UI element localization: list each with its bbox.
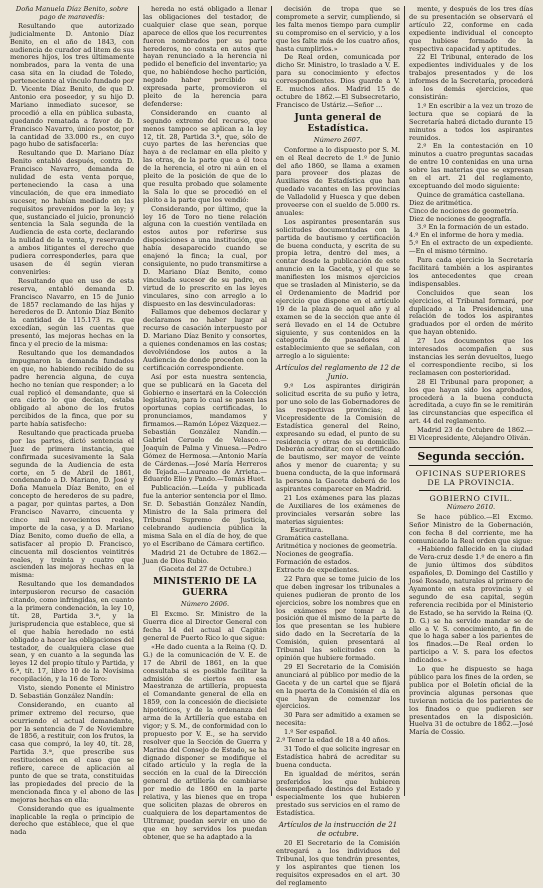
- gaceta-date: (Gaceta del 27 de Octubre.): [158, 565, 252, 574]
- paragraph: Madrid 23 de Octubre de 1862.—El Vicepresidente, Alejandro Oliván.: [409, 426, 533, 443]
- paragraph: Considerando, por último, que la ley 16 de Toro no tiene relación alguna con la cuestión ventilada en estos autos por referirse sus disposiciones a una institución, que había desaparecido cuando se enajenó la finca; la cual, por consiguiente, no pudo transmitirse a D. Mariano Díaz Benito, como vinculada sucesor de su padre, en virtud de lo prescrito en las leyes vinculares, sino con arreglo a lo dispuesto en las desvinculadoras:: [143, 204, 267, 308]
- paragraph: 1.º En escribir a la vez un trozo de lectura que se copiará de la Secretaría habrá dictado durante 15 minutos a todos los aspirantes reunidos.: [409, 101, 533, 142]
- paragraph: Madrid 21 de Octubre de 1862.—Juan de Dios Rubio.: [143, 548, 267, 565]
- paragraph: 27 Los documentos que los interesados acompañen a sus instancias les serán devueltos, luego el correspondiente recibo, si los reclamasen con posterioridad.: [409, 337, 533, 377]
- paragraph: 3.º En la formación de un estado. 4.º En el informe de hora y media. 5.º En el extracto de un expediente.—En el mismo término.: [409, 223, 533, 256]
- paragraph: 30 Para ser admitido a examen se necesita:: [276, 711, 400, 728]
- paragraph: 29 El Secretario de la Comisión anunciará al público por medio de la Gaceta y de un cartel que se fijará en la puerta de la Comisión el día en que hayan de comenzar los ejercicios.: [276, 662, 400, 711]
- paragraph: 2.º En la contestación en 10 minutos a cuatro preguntas sacadas de entre 10 contenidas en una urna sobre las materias que se expresan en el art. 21 del reglamento, exceptuando del modo siguiente:: [409, 142, 533, 190]
- paragraph: El Excmo. Sr. Ministro de la Guerra dice al Director General con fecha 14 del actual al Capitán general de Puerto Rico lo que sigue:: [143, 610, 267, 642]
- paragraph: decisión de tropa que se compromete a servir, cumpliendo, si les falta menos tiempo para cumplir su compromiso en el servicio, y a los que les falte más de los cuatro años, hasta cumplirlos.»: [276, 5, 400, 53]
- paragraph: 20 El Secretario de la Comisión entregará a los individuos del Tribunal, los que tendrán presentes, y los aspirantes que tienen los requisitos expresados en el art. 30 del reglamento: [276, 839, 400, 887]
- column-3: [272, 5, 404, 887]
- paragraph: «He dado cuenta a la Reina (Q. D. G.) de la comunicación de V. E. de 17 de Abril de 1861, en la que consultaba si es posible facilitar la admisión de ciertos en esa Maestranza de artillería, propuesta el Comandante general de ella en 1859, con la concesión de diecisiete hipotéticos, y de la ordenanza del arma de la Artillería que estaba en vigor; y S. M., de conformidad con lo propuesto por V. E., se ha servido resolver que la Sección de Guerra y Marina del Consejo de Estado, se ha dignado disponer se modifique el citado artículo y la regla de la sección en la cual de la Dirección general de artillería de cambiarse por medio de 1860 en la parte relativa, y las bienes que en tropa que soliciten plazas de obreros en cualquiera de los departamentos de Ultramar, puedan servir en uno de que en hoy servidos los puedan obtener, que se ha adaptado a la: [143, 642, 267, 841]
- section-number: Número 2606.: [180, 600, 230, 609]
- section-number: Número 2610.: [446, 502, 496, 511]
- paragraph: Para cada ejercicio la Secretaría facilitará también a los aspirantes los antecedentes que crean indispensables.: [409, 256, 533, 288]
- section-heading: Junta general de Estadística.: [294, 112, 382, 134]
- paragraph: Considerando, en cuanto al primer extremo del recurso, que ocurriendo el actual demandante, por la sentencia de 7 de Noviembre de 1856, a restituir, con los frutos, la casa que compró, la ley 40, tít. 28, Partida 3.ª, que prescribe sus restituciones en el caso que se refiere, carece de aplicación al punto de que se trata, constituidas las propiedades del precio de la mencionada finca y el abono de las mejoras hechas en ella:: [10, 700, 134, 804]
- paragraph: Considerando que es igualmente inaplicable la regla o principio de derecho que establece, que el que nada: [10, 804, 134, 837]
- paragraph: 31 Todo el que solicite ingresar en Estadística habrá de acreditar su buena conducta.: [276, 744, 400, 769]
- section-heading: OFICINAS SUPERIORES DE LA PROVINCIA.: [415, 468, 527, 487]
- paragraph: En igualdad de méritos, serán preferidos los que hubieren desempeñado destinos del Estado y especialmente los que hubieren prestado sus servicios en el ramo de Estadística.: [276, 769, 400, 818]
- paragraph: Se hace público.—El Excmo. Señor Ministro de la Gobernación, con fecha 8 del corriente, me ha comunicado la Real orden que sigue:: [409, 512, 533, 545]
- paragraph: Concluidos que sean los ejercicios, el Tribunal formará, por duplicado a la Presidencia, una relación de todos los aspirantes graduados por el orden de mérito que hayan obtenido.: [409, 288, 533, 337]
- section-banner: Segunda sección.: [409, 447, 533, 466]
- paragraph: 21 Los exámenes para las plazas de Auxiliares de los exámenes de provinciales versarán sobre las materias siguientes:: [276, 493, 400, 526]
- paragraph: Resultando que en uso de esta reserva, entabló demanda D. Francisco Navarro, en 15 de Junio de 1857 reclamando de las hijas y herederos de D. Antonio Díaz Benito la cantidad de 115.173 rs. que excedían, según las cuentas que presentó, las mejoras hechas en la finca y el precio de la misma:: [10, 276, 134, 349]
- paragraph: Visto, siendo Ponente el Ministro D. Sebastián González Nandín:: [10, 684, 134, 700]
- paragraph: Resultando que practicada prueba por las partes, dictó sentencia el Juez de primera instancia, que confirmada sucesivamente la Sala segunda de la Audiencia de esta corte, en 5 de Abril de 1861, condenando a D. Mariano, D. José y Doña Manuela Díaz Benito, en el concepto de herederos de su padre, a pagar, por quintas partes, a Don Francisco Navarro, cincuenta y cinco mil novecientos reales, importe de la casa, y a D. Mariano Díaz Benito, como dueño de ella, a satisfacer al propio D. Francisco, cincuenta mil doscientos veintitrés reales, y treinta y cuatro que ascienden las mejoras hechas en la misma:: [10, 429, 134, 580]
- column-2: [139, 5, 271, 841]
- paragraph: Considerando en cuanto al segundo extremo del recurso, que menos tampoco se aplican a la ley 12, tít. 28, Partida 3.ª, que, sólo de cuyo partes de las herencias que haya a de reclamar en ella pleito y las otras, de la parte que a él toca de la herencia, el otro ni aún en el pleito de la posición de que de lo que resulta probado que solamente la Sala lo que se procedió en el pleito a la parte que los vendió:: [143, 108, 267, 204]
- paragraph: 9.º Los aspirantes dirigirán solicitud escrita de su puño y letra, por uno solo de las Gobernadores de las respectivas provincias; al Vicepresidente de la Comisión de Estadística general del Reino, expresando su edad, el punto de su residencia y otras de su domicilio. Deberán acreditar, con el certificado de bautismo, ser mayor de veinte años y menor de cuarenta; y su buena conducta, de la que informará la persona la Gaceta deberá de los aspirantes comparecer en Madrid.: [276, 382, 400, 493]
- subsection-heading: Artículos de la instrucción de 21 de octubre.: [278, 820, 398, 838]
- divider: [419, 490, 523, 491]
- paragraph: 28 El Tribunal para proponer, a los que hayan sido los aprobados, procederá a la buena conducta acreditada, a cuyo fin se le remitirán las circunstancias que especifica el art. 44 del reglamento.: [409, 377, 533, 426]
- paragraph: De Real orden, comunicada por dicho Sr. Ministro, lo traslado a V. E. para su conocimiento y efectos correspondientes. Dios guarde a V. E. muchos años. Madrid 15 de octubre de 1862.—El Subsecretario, Francisco de Ustáriz.—Señor …: [276, 53, 400, 109]
- section-heading: GOBIERNO CIVIL.: [429, 493, 513, 503]
- paragraph: Conforme a lo dispuesto por S. M. en el Real decreto de 1.º de Junio del año 1860, se llama a examen para proveer dos plazas de Auxiliares de Estadística que han quedado vacantes en las provincias de Valladolid y Huesca y que deben proveerse con el sueldo de 5.000 rs. anuales:: [276, 145, 400, 217]
- paragraph: 22 Para que se tome juicio de los que deben ingresar los tribunales a quienes pudieran de pronto de los ejercicios, sobre los nombres que en los exámenes por tomar a la posición que él mismo de la parte de los que presentan se les hubiere sido dado en la Secretaría de la Comisión, quien presentará al Tribunal las solicitudes con la opinión que hubiere formado.: [276, 574, 400, 662]
- paragraph: Lo que he dispuesto se haga público para los fines de la orden, se publica por el Boletín oficial de la provincia algunas personas que tuvieran noticia de los parientes de los finados o que pudieren ser presentados en la disposición. Huelva 31 de octubre de 1862.—José María de Cossio.: [409, 665, 533, 737]
- paragraph: Los aspirantes presentarán sus solicitudes documentadas con la partida de bautismo y certificación de buena conducta, y escrita de su propia letra, dentro del mes, a contar desde la publicación de este anuncio en la Gaceta, y el que se manifiesten los mismos ejercicios que se trasladen al Ministerio, se da el Ordenamiento de Madrid por ejercicio que dispone en el artículo 19 de la plaza de aquel año y al examen se de la sección que ante él será llevado en el 14 de Octubre siguiente, y sus contenidos en la categoría de pasadores al establecimiento que se señalan, con arreglo a lo siguiente:: [276, 217, 400, 361]
- column-4: [405, 6, 537, 796]
- paragraph: 1.º Ser español. 2.º Tener la edad de 18 a 40 años.: [276, 728, 391, 745]
- subsection-heading: Artículos del reglamento de 12 de Junio.: [276, 363, 401, 381]
- paragraph: Resultando que D. Mariano Díaz Benito entabló después, contra D. Francisco Navarro, demanda de nulidad de esta venta porque, perteneciendo la casa a una vinculación, de que era inmediato sucesor, no habían mediado en las requisitos prevenidos por la ley; y que, sustanciado el juicio, pronunció sentencia la Sala segunda de la Audiencia de esta corte, declarando la nulidad de la venta, y reservando a ambos litigantes el derecho que pudiera corresponderles, para que usasen de él según vieran convenirles:: [10, 149, 134, 276]
- paragraph: Resultando que los demandados impugnaron la demanda fundados en que, no habiendo recibido de su padre herencia alguna, de cuya hecho no tenían que responder; a lo cual replicó el demandante, que si era cierto lo que decían, estaba obligado al abono de los frutos percibidos de la finca, que por su parte había satisfecho:: [10, 348, 134, 429]
- paragraph: Resultando que autorizado judicialmente D. Antonio Díaz Benito, en el año de 1843, con audiencia de curador ad litem de sus menores hijos, los tres últimamente nombrados, para la venta de una casa sita en la ciudad de Toledo, perteneciente al vínculo fundado por D. Vicente Díaz Benito, de que D. Antonio era poseedor, y su hijo D. Mariano inmediato sucesor, se procedió a ella en pública subasta, quedando rematada a favor de D. Francisco Navarro, único postor, por la cantidad de 33.000 rs., en cuyo pago hubo de satisfacerla:: [10, 21, 134, 149]
- column-1: [6, 5, 138, 837]
- subject-list: Escritura. Gramática castellana. Aritmética y nociones de geometría. Nociones de geografía. Formación de estados. Extracto de expedientes.: [276, 526, 398, 574]
- section-heading: MINISTERIO DE LA GUERRA: [153, 577, 257, 599]
- paragraph: mente, y después de los tres días de su presentación se observará el artículo 22, conforme en cada expediente individual el concepto que hubiese formado de la respectiva capacidad y aptitudes.: [409, 5, 533, 53]
- section-heading: Doña Manuela Díaz Benito, sobre pago de maravedís:: [15, 5, 129, 21]
- paragraph: Publicación.—Leída y publicada fue la anterior sentencia por el Ilmo. Sr. D. Sebastián González Nandín, Ministro de la Sala primera del Tribunal Supremo de Justicia, celebrando audiencia pública la misma Sala en el día de hoy, de que yo el Escribano de Cámara certifico.: [143, 484, 267, 548]
- paragraph: hereda no está obligado a llenar las obligaciones del testador, de cualquier clase que sean, porque aparece de ellos que los recurrentes fueron nombrados por su parte herederos, no consta en autos que hayan renunciado a la herencia ni pedido el beneficio del inventario; ya que, no habiéndose hecho partición, negado haber percibido su expresada parte, promovieron el pleito de la herencia para defenderse:: [143, 5, 267, 108]
- paragraph: Quince de gramática castellana. Diez de aritmética. Cinco de nociones de geometría. Diez de nociones de geografía.: [409, 190, 525, 223]
- paragraph: Así por esta nuestra sentencia, que se publicará en la Gaceta del Gobierno e insertará en la Colección legislativa, para lo cual se pasen las oportunas copias certificadas, lo pronunciamos, mandamos y firmamos.—Ramón López Vázquez.—Sebastián González Nandín.—Gabriel Ceruelo de Velasco.—Joaquín de Palma y Vinuesa.—Pedro Gómez de Hermosa.—Antonio María de Cárdenas.—José María Herreros de Tejada.—Laureano de Arrieta.—Eduardo Elio y Pando.—Tomás Huet.: [143, 372, 267, 484]
- paragraph: Fallamos que debemos declarar y declaramos no haber lugar al recurso de casación interpuesto por D. Mariano Díaz Benito y consortes, a quienes condenamos en las costas; devolviéndose los autos a la Audiencia de donde proceden con la certificación correspondiente.: [143, 308, 267, 372]
- paragraph: Resultando que los demandados interpusieron recurso de casación citando, como infringidas, en cuanto a la primera condenación, la ley 10, tít. 28, Partida 3.ª, y la jurisprudencia que establece, que si el que había heredado no está obligado a hacer las obligaciones del testador, de cualquiera clase que sean, y en cuanto a la segunda las leyes 12 del propio título y Partida, y 6.ª, tít. 17, libro 10 de la Novísima recopilación, y la 16 de Toro:: [10, 580, 134, 684]
- paragraph: «Habiendo fallecido en la ciudad de Vera-cruz desde 1.º de enero a fin de junio últimos dos súbditos españoles, D. Domingo del Castillo y José Rosado, naturales al primero de Ayamonte en esta provincia y el segundo de esa capital, según referencia recibida por el Ministerio de Estado, se ha servido la Reina (Q. D. G.) se ha servido mandar se de ello a V. S. conocimiento, a fin de que lo haga saber a los parientes de los finados.—De Real orden lo participo a V. S. para los efectos indicados.»: [409, 545, 533, 665]
- section-number: Número 2607.: [313, 135, 363, 144]
- paragraph: 22 El Tribunal, enterado de los expedientes individuales y de los trabajos presentados y de los informes de la Secretaría, procederá a los demás ejercicios, que consistirán:: [409, 53, 533, 101]
